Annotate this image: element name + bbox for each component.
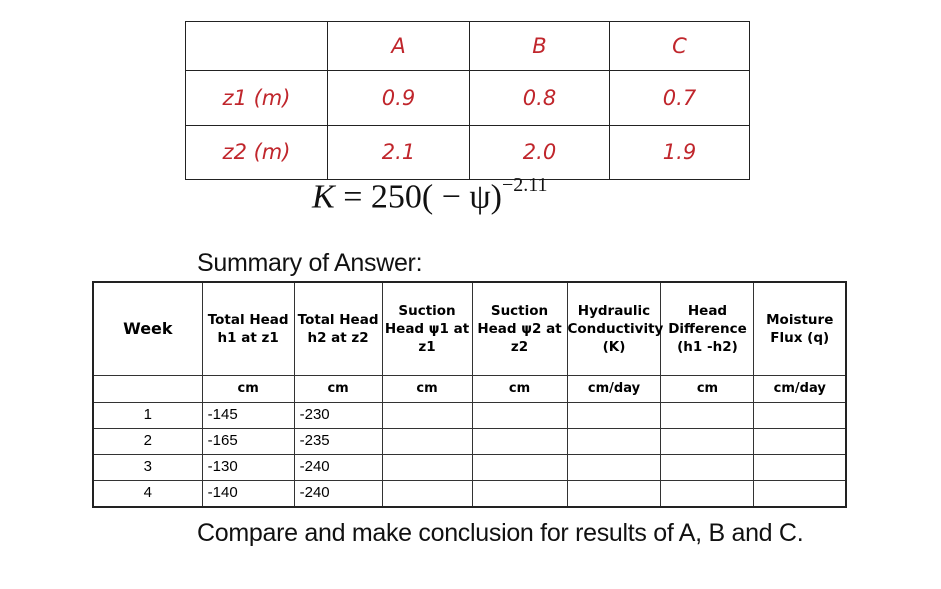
psi1-cell (382, 481, 472, 508)
table-row (93, 403, 846, 429)
params-header-row (186, 22, 750, 71)
equation-exponent: −2.11 (501, 174, 548, 196)
header-suction-head-psi1: Suction Head ψ1 at z1 (382, 282, 472, 376)
h2-cell: -240 (294, 481, 382, 508)
psi2-cell (472, 429, 567, 455)
k-cell (567, 403, 661, 429)
week-cell: 4 (93, 481, 202, 508)
params-header-a: A (328, 22, 470, 71)
k-cell (567, 429, 661, 455)
psi2-cell (472, 455, 567, 481)
k-cell (567, 455, 661, 481)
flux-cell (754, 429, 846, 455)
flux-cell (754, 455, 846, 481)
flux-cell (754, 481, 846, 508)
params-row-z1 (186, 71, 750, 125)
head-diff-cell (661, 429, 754, 455)
unit-week (93, 376, 202, 403)
flux-cell (754, 403, 846, 429)
h1-cell: -140 (202, 481, 294, 508)
header-total-head-h1: Total Head h1 at z1 (202, 282, 294, 376)
header-hydraulic-conductivity: Hydraulic Conductivity (K) (567, 282, 661, 376)
params-z2-c: 1.9 (610, 125, 750, 179)
conductivity-equation (312, 174, 548, 216)
head-diff-cell (661, 403, 754, 429)
summary-header-row (93, 282, 846, 376)
psi1-cell (382, 455, 472, 481)
h1-cell: -130 (202, 455, 294, 481)
psi1-cell (382, 429, 472, 455)
h2-cell: -230 (294, 403, 382, 429)
h1-cell: -145 (202, 403, 294, 429)
params-z1-a: 0.9 (328, 71, 470, 125)
unit-k: cm/day (567, 376, 661, 403)
unit-psi1: cm (382, 376, 472, 403)
params-row-z2 (186, 125, 750, 179)
psi1-cell (382, 403, 472, 429)
params-z2-b: 2.0 (470, 125, 610, 179)
unit-head-diff: cm (661, 376, 754, 403)
unit-flux: cm/day (754, 376, 846, 403)
params-header-empty (186, 22, 328, 71)
week-cell: 2 (93, 429, 202, 455)
header-week: Week (93, 282, 202, 376)
week-cell: 1 (93, 403, 202, 429)
params-z2-a: 2.1 (328, 125, 470, 179)
summary-title: Summary of Answer: (197, 249, 423, 277)
parameters-table (185, 21, 750, 180)
h1-cell: -165 (202, 429, 294, 455)
params-header-c: C (610, 22, 750, 71)
table-row (93, 429, 846, 455)
table-row (93, 481, 846, 508)
header-total-head-h2: Total Head h2 at z2 (294, 282, 382, 376)
summary-table (92, 281, 847, 508)
compare-instruction: Compare and make conclusion for results of A, B and C. (197, 519, 804, 547)
equation-equals: = (334, 178, 371, 216)
header-moisture-flux: Moisture Flux (q) (754, 282, 846, 376)
psi2-cell (472, 481, 567, 508)
params-label-z2: z2 (m) (186, 125, 328, 179)
equation-lhs: K (312, 178, 335, 216)
params-header-b: B (470, 22, 610, 71)
table-row (93, 455, 846, 481)
week-cell: 3 (93, 455, 202, 481)
head-diff-cell (661, 455, 754, 481)
params-z1-c: 0.7 (610, 71, 750, 125)
unit-psi2: cm (472, 376, 567, 403)
h2-cell: -235 (294, 429, 382, 455)
summary-units-row (93, 376, 846, 403)
k-cell (567, 481, 661, 508)
unit-h1: cm (202, 376, 294, 403)
h2-cell: -240 (294, 455, 382, 481)
equation-body: 250( − ψ) (370, 178, 502, 216)
unit-h2: cm (294, 376, 382, 403)
header-suction-head-psi2: Suction Head ψ2 at z2 (472, 282, 567, 376)
params-label-z1: z1 (m) (186, 71, 328, 125)
head-diff-cell (661, 481, 754, 508)
params-z1-b: 0.8 (470, 71, 610, 125)
header-head-difference: Head Difference (h1 -h2) (661, 282, 754, 376)
psi2-cell (472, 403, 567, 429)
